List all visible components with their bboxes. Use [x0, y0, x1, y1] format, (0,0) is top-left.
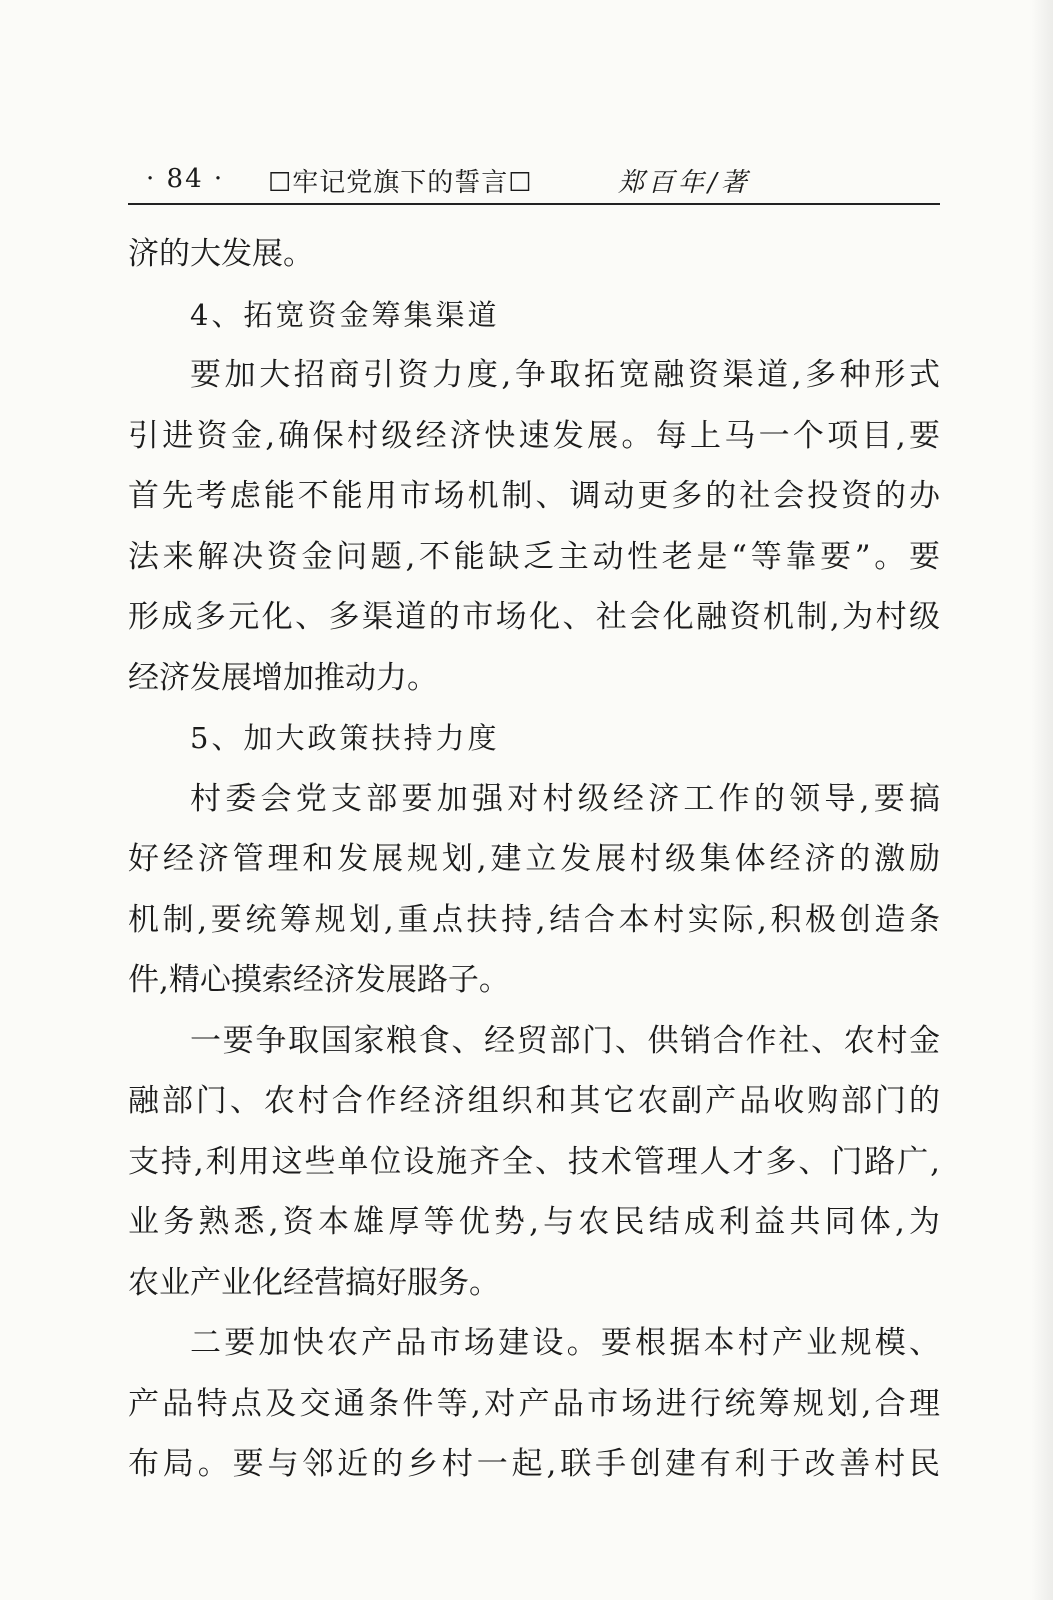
- text-line: 支持,利用这些单位设施齐全、技术管理人才多、门路广,: [128, 1143, 940, 1180]
- text-line: 产品特点及交通条件等,对产品市场进行统筹规划,合理: [128, 1385, 940, 1422]
- text-line: 农业产业化经营搞好服务。: [128, 1264, 500, 1301]
- book-title: ☐牢记党旗下的誓言☐: [268, 168, 533, 198]
- page-number: · 84 ·: [146, 164, 225, 194]
- text-line: 经济发展增加推动力。: [128, 659, 438, 696]
- text-line: 业务熟悉,资本雄厚等优势,与农民结成利益共同体,为: [128, 1204, 940, 1240]
- section-heading: 5、加大政策扶持力度: [190, 721, 500, 755]
- text-line: 一要争取国家粮食、经贸部门、供销合作社、农村金: [190, 1022, 940, 1059]
- section-heading: 4、拓宽资金筹集渠道: [190, 297, 500, 332]
- text-line: 济的大发展。: [128, 236, 314, 272]
- text-line: 村委会党支部要加强对村级经济工作的领导,要搞: [190, 780, 940, 817]
- text-line: 件,精心摸索经济发展路子。: [128, 962, 510, 998]
- header-rule: [128, 203, 940, 205]
- text-line: 布局。要与邻近的乡村一起,联手创建有利于改善村民: [128, 1446, 940, 1482]
- text-line: 要加大招商引资力度,争取拓宽融资渠道,多种形式: [190, 357, 940, 393]
- text-line: 法来解决资金问题,不能缺乏主动性老是“等靠要”。要: [128, 538, 940, 575]
- text-line: 融部门、农村合作经济组织和其它农副产品收购部门的: [128, 1083, 940, 1119]
- text-line: 二要加快农产品市场建设。要根据本村产业规模、: [190, 1325, 940, 1361]
- text-line: 形成多元化、多渠道的市场化、社会化融资机制,为村级: [128, 599, 940, 635]
- text-line: 首先考虑能不能用市场机制、调动更多的社会投资的办: [128, 478, 940, 514]
- running-header: [128, 158, 940, 202]
- author-credit: 郑百年/著: [618, 168, 751, 198]
- page-body-text: [128, 224, 940, 1495]
- text-line: 机制,要统筹规划,重点扶持,结合本村实际,积极创造条: [128, 901, 940, 938]
- page-edge-shadow: [1031, 0, 1053, 1600]
- text-line: 引进资金,确保村级经济快速发展。每上马一个项目,要: [128, 417, 940, 454]
- text-line: 好经济管理和发展规划,建立发展村级集体经济的激励: [128, 841, 940, 877]
